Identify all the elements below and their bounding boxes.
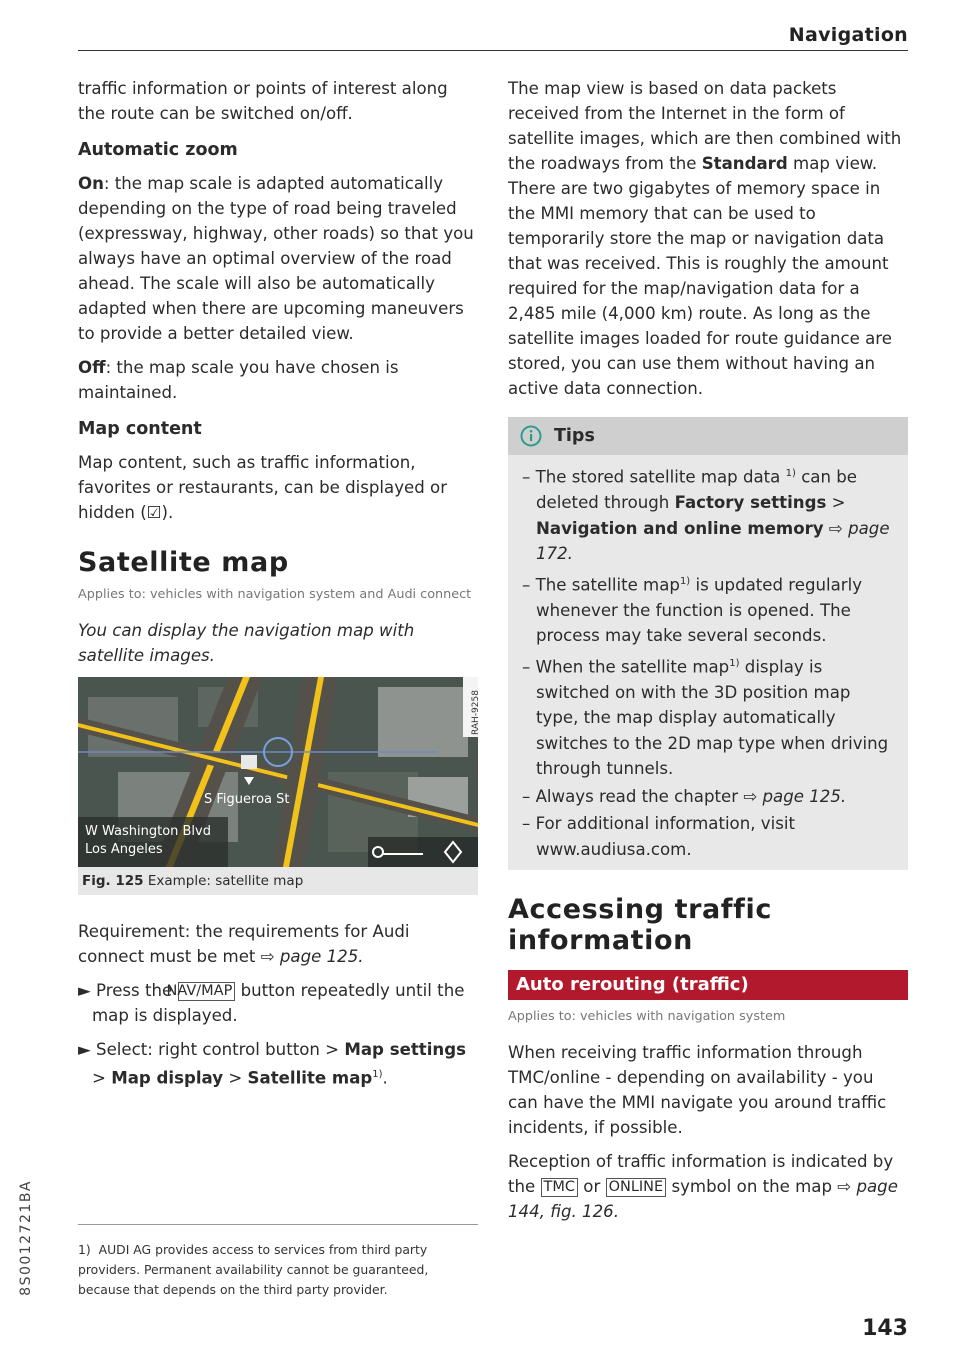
right-column	[508, 76, 908, 1233]
page-header-title: Navigation	[788, 24, 908, 46]
tip-item: – Always read the chapter ⇨ page 125.	[522, 786, 847, 806]
header-rule	[78, 50, 908, 51]
satellite-map-heading: Satellite map	[78, 547, 289, 578]
reroute-paragraph-2: Reception of traffic information is indicated by the TMC or ONLINE symbol on the map ⇨ page 144, fig. 126.	[508, 1152, 898, 1222]
tips-title: Tips	[554, 425, 595, 446]
page-ref-link[interactable]: ⇨ page 144, fig. 126.	[508, 1177, 898, 1222]
requirement-paragraph: Requirement: the requirements for Audi connect must be met ⇨ page 125.	[78, 922, 410, 966]
page-ref-link[interactable]: ⇨ page 125.	[743, 786, 847, 806]
footnote: 1) AUDI AG provides access to services from third party providers. Permanent availability cannot be guaranteed, because that depends on the third party provider.	[78, 1242, 429, 1297]
location-label: W Washington Blvd Los Angeles	[85, 824, 211, 857]
tip-item: – The satellite map$^{1)}$ is updated regularly whenever the function is opened. The process may take several seconds.	[522, 575, 863, 646]
auto-rerouting-bar: Auto rerouting (traffic)	[508, 970, 908, 1000]
tmc-symbol: TMC	[541, 1178, 579, 1197]
document-code: 8S0012721BA	[18, 1180, 34, 1296]
right-para-1: The map view is based on data packets received from the Internet in the form of satellite images, which are then combined with the roadways from the Standard map view. There are two gigabytes of memory space in the MMI memory that can be used to temporarily store the map or navigation data that was received. This is roughly the amount required for the map/navigation data for a 2,485 mile (4,000 km) route. As long as the satellite images loaded for route guidance are stored, you can use them without having an active data connection.	[508, 79, 902, 398]
left-column	[78, 76, 481, 1100]
reroute-applies-to: Applies to: vehicles with navigation system	[508, 1009, 786, 1025]
satellite-map-figure	[78, 677, 481, 867]
tips-box	[508, 417, 908, 870]
page-ref-link[interactable]: ⇨ page 172.	[536, 518, 890, 564]
tips-list	[508, 455, 908, 870]
tips-header	[508, 417, 908, 455]
satellite-applies-to: Applies to: vehicles with navigation system and Audi connect	[78, 587, 472, 602]
online-symbol: ONLINE	[606, 1178, 667, 1197]
step-select: ► Select: right control button > Map settings > Map display > Satellite map$^{1)}$.	[78, 1040, 466, 1088]
map-content-heading: Map content	[78, 419, 202, 439]
info-icon	[520, 425, 542, 447]
tip-item: – The stored satellite map data $^{1)}$ can be deleted through Factory settings > Navigation and online memory ⇨ page 172.	[522, 467, 890, 564]
off-paragraph: Off: the map scale you have chosen is maintained.	[78, 358, 399, 402]
step-press-nav: ► Press the NAV/MAP button repeatedly until the map is displayed.	[78, 981, 465, 1025]
map-content-paragraph: Map content, such as traffic information, favorites or restaurants, can be displayed or hidden (☑).	[78, 453, 448, 522]
satellite-intro: You can display the navigation map with satellite images.	[78, 621, 415, 665]
checkbox-icon: (☑).	[140, 503, 174, 522]
reroute-paragraph-1: When receiving traffic information through TMC/online - depending on availability - you can have the MMI navigate you around traffic incidents, if possible.	[508, 1043, 887, 1138]
tip-item: – For additional information, visit www.audiusa.com.	[522, 814, 795, 859]
street-label: S Figueroa St	[204, 792, 290, 807]
footnote-rule	[78, 1224, 478, 1225]
left-para-1: traffic information or points of interest along the route can be switched on/off.	[78, 79, 448, 123]
tip-item: – When the satellite map$^{1)}$ display is switched on with the 3D position map type, the map display automatically switches to the 2D map type when driving through tunnels.	[522, 657, 889, 779]
figure-caption: Fig. 125 Example: satellite map	[78, 867, 478, 895]
page-number: 143	[862, 1316, 908, 1341]
nav-map-button-symbol: NAV/MAP	[178, 982, 236, 1001]
automatic-zoom-heading: Automatic zoom	[78, 140, 238, 160]
traffic-heading: Accessing traffic information	[508, 894, 772, 957]
on-paragraph: On: the map scale is adapted automatically depending on the type of road being traveled (expressway, highway, other roads) so that you always have an optimal overview of the road ahead. The scale will also be automatically adapted when there are upcoming maneuvers to provide a better detailed view.	[78, 174, 474, 343]
figure-code: RAH-9258	[471, 690, 481, 735]
page-ref-link[interactable]: ⇨ page 125.	[260, 947, 364, 966]
